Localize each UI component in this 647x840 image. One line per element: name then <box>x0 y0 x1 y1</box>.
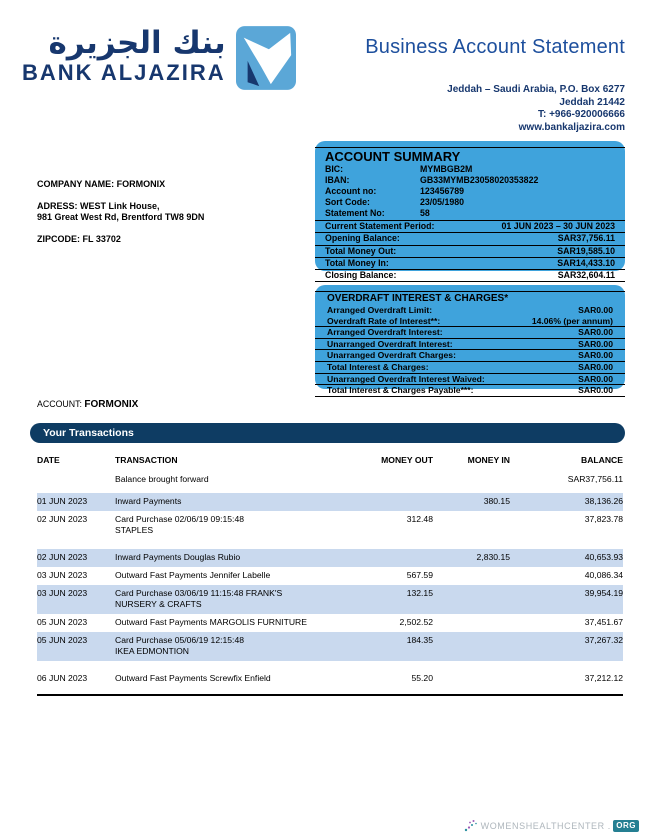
transaction-row <box>37 511 623 540</box>
transaction-balance: 37,212.12 <box>584 673 623 683</box>
summary-field-label: IBAN: <box>325 175 350 185</box>
transaction-money-out: 2,502.52 <box>399 617 433 627</box>
overdraft-row-value: 14.06% (per annum) <box>531 315 613 326</box>
summary-field <box>315 175 625 186</box>
overdraft-row-label: Arranged Overdraft Interest: <box>327 327 443 338</box>
opening-balance-row <box>37 472 623 493</box>
overdraft-row <box>315 339 625 351</box>
transaction-description-line1: Card Purchase 05/06/19 12:15:48 <box>115 635 244 645</box>
overdraft-title: OVERDRAFT INTEREST & CHARGES* <box>327 293 509 304</box>
bank-address-line: T: +966-920006666 <box>537 109 625 120</box>
document-title: Business Account Statement <box>365 36 625 58</box>
transaction-money-out: 184.35 <box>406 635 433 645</box>
summary-total-row <box>315 233 625 245</box>
transaction-description <box>115 496 327 507</box>
transaction-balance: 37,823.78 <box>584 514 623 524</box>
watermark-badge: ORG <box>613 820 639 832</box>
bank-logo <box>22 26 296 90</box>
column-header-transaction: TRANSACTION <box>115 455 178 465</box>
transactions-table <box>37 453 623 696</box>
transaction-date: 05 JUN 2023 <box>37 617 88 627</box>
transaction-balance: 40,086.34 <box>584 570 623 580</box>
bank-logo-mark-icon <box>236 26 296 90</box>
summary-field-value: MYMBGB2M <box>420 164 473 174</box>
transaction-money-in <box>433 673 510 684</box>
transaction-date: 02 JUN 2023 <box>37 552 88 562</box>
watermark <box>464 819 639 832</box>
watermark-separator: . <box>607 820 611 831</box>
watermark-text: WOMENSHEALTHCENTER <box>480 820 605 831</box>
summary-total-label: Current Statement Period: <box>325 221 435 231</box>
summary-total-label: Closing Balance: <box>325 270 397 281</box>
overdraft-row-label: Arranged Overdraft Limit: <box>327 305 433 315</box>
bank-address <box>365 84 625 134</box>
transaction-money-in <box>433 588 510 610</box>
summary-field-value: 58 <box>420 208 430 218</box>
overdraft-row <box>315 327 625 339</box>
transaction-description <box>115 552 327 563</box>
transaction-description-line1: Inward Payments <box>115 496 182 506</box>
opening-balance-label: Balance brought forward <box>115 474 209 484</box>
summary-field <box>315 164 625 175</box>
bank-name-latin: BANK ALJAZIRA <box>22 60 226 85</box>
statement-header <box>365 36 625 134</box>
transaction-money-in: 2,830.15 <box>476 552 510 562</box>
transactions-header-row <box>37 453 623 472</box>
transaction-description-line1: Outward Fast Payments Jennifer Labelle <box>115 570 271 580</box>
transaction-balance: 37,267.32 <box>584 635 623 645</box>
summary-total-label: Total Money Out: <box>325 245 397 256</box>
summary-total-row <box>315 246 625 258</box>
transaction-row <box>37 567 623 585</box>
summary-total-value: SAR37,756.11 <box>557 233 615 244</box>
transaction-money-out <box>327 552 433 563</box>
overdraft-row <box>315 385 625 397</box>
transaction-balance: 37,451.67 <box>584 617 623 627</box>
account-name-line <box>37 399 138 410</box>
transaction-balance: 39,954.19 <box>584 588 623 598</box>
transaction-row <box>37 632 623 661</box>
summary-field <box>315 208 625 219</box>
overdraft-row-label: Overdraft Rate of Interest**: <box>327 315 441 326</box>
summary-total-row <box>315 221 625 233</box>
transaction-money-out: 312.48 <box>406 514 433 524</box>
transaction-description <box>115 617 327 628</box>
column-header-money-in: MONEY IN <box>467 455 510 465</box>
transaction-description-line1: Outward Fast Payments MARGOLIS FURNITURE <box>115 617 307 627</box>
summary-total-value: SAR32,604.11 <box>557 270 615 281</box>
overdraft-row <box>315 374 625 386</box>
summary-total-label: Total Money In: <box>325 257 389 268</box>
transaction-description-line2: IKEA EDMONTION <box>115 646 190 656</box>
transaction-date: 03 JUN 2023 <box>37 570 88 580</box>
overdraft-row-label: Total Interest & Charges: <box>327 361 429 372</box>
transaction-money-in <box>433 514 510 536</box>
transaction-date: 02 JUN 2023 <box>37 514 88 524</box>
transaction-date: 05 JUN 2023 <box>37 635 88 645</box>
transaction-money-in <box>433 617 510 628</box>
summary-total-value: SAR19,585.10 <box>557 245 615 256</box>
overdraft-row-value: SAR0.00 <box>578 327 613 338</box>
transaction-money-out: 132.15 <box>406 588 433 598</box>
overdraft-row <box>315 305 625 316</box>
transaction-balance: 38,136.26 <box>584 496 623 506</box>
overdraft-row-value: SAR0.00 <box>578 338 613 349</box>
bank-address-line: Jeddah 21442 <box>559 96 625 108</box>
column-header-money-out: MONEY OUT <box>381 455 433 465</box>
transaction-description <box>115 635 327 657</box>
company-address-line1: ADRESS: WEST Link House, <box>37 201 160 211</box>
transactions-section <box>30 423 625 696</box>
overdraft-row-label: Unarranged Overdraft Interest: <box>327 338 453 349</box>
company-name: COMPANY NAME: FORMONIX <box>37 179 166 189</box>
overdraft-row-label: Unarranged Overdraft Interest Waived: <box>327 373 485 384</box>
summary-field <box>315 186 625 197</box>
bank-address-line: Jeddah – Saudi Arabia, P.O. Box 6277 <box>447 84 625 95</box>
summary-total-row <box>315 270 625 282</box>
account-summary-box <box>315 141 625 281</box>
transaction-description-line1: Outward Fast Payments Screwfix Enfield <box>115 673 271 683</box>
transaction-row <box>37 493 623 511</box>
summary-total-label: Opening Balance: <box>325 233 400 244</box>
transaction-money-out: 567.59 <box>406 570 433 580</box>
company-info <box>37 179 302 245</box>
transaction-row <box>37 585 623 614</box>
transaction-description-line1: Card Purchase 02/06/19 09:15:48 <box>115 514 244 524</box>
transaction-description-line1: Card Purchase 03/06/19 11:15:48 FRANK'S <box>115 588 283 598</box>
overdraft-row <box>315 362 625 374</box>
overdraft-row-label: Unarranged Overdraft Charges: <box>327 350 456 361</box>
summary-totals <box>315 220 625 282</box>
transaction-money-in <box>433 570 510 581</box>
summary-field-label: BIC: <box>325 164 344 174</box>
bank-logo-text <box>22 26 226 86</box>
overdraft-row-value: SAR0.00 <box>578 350 613 361</box>
transaction-date: 03 JUN 2023 <box>37 588 88 598</box>
account-label: ACCOUNT: <box>37 399 85 409</box>
transaction-money-out <box>327 496 433 507</box>
transaction-description <box>115 514 327 536</box>
overdraft-row <box>315 316 625 328</box>
column-header-balance: BALANCE <box>580 455 623 465</box>
overdraft-row-value: SAR0.00 <box>578 305 613 315</box>
bank-name-arabic: بنك الجزيرة <box>48 25 226 61</box>
summary-total-value: 01 JUN 2023 – 30 JUN 2023 <box>501 221 615 231</box>
summary-field-label: Statement No: <box>325 208 385 218</box>
transaction-row <box>37 670 623 688</box>
transaction-balance: 40,653.93 <box>584 552 623 562</box>
company-zipcode: ZIPCODE: FL 33702 <box>37 234 121 244</box>
transaction-description-line1: Inward Payments Douglas Rubio <box>115 552 241 562</box>
account-value: FORMONIX <box>84 399 139 410</box>
transaction-date: 06 JUN 2023 <box>37 673 88 683</box>
bank-address-line: www.bankaljazira.com <box>518 121 625 133</box>
overdraft-charges-box <box>315 285 625 396</box>
opening-balance-value: SAR37,756.11 <box>567 474 623 484</box>
transaction-row <box>37 549 623 567</box>
transaction-description <box>115 588 327 610</box>
transaction-description <box>115 673 327 684</box>
overdraft-row-value: SAR0.00 <box>578 385 613 396</box>
overdraft-row-value: SAR0.00 <box>578 361 613 372</box>
transaction-description-line2: NURSERY & CRAFTS <box>115 599 202 609</box>
transaction-description-line2: STAPLES <box>115 525 154 535</box>
summary-field <box>315 197 625 208</box>
watermark-dots-icon <box>464 819 478 832</box>
transaction-money-out: 55.20 <box>411 673 433 683</box>
overdraft-row-label: Total Interest & Charges Payable***: <box>327 385 474 396</box>
summary-field-label: Sort Code: <box>325 197 370 207</box>
summary-field-value: 23/05/1980 <box>420 197 465 207</box>
summary-field-label: Account no: <box>325 186 377 196</box>
transaction-row <box>37 614 623 632</box>
transaction-money-in: 380.15 <box>483 496 510 506</box>
column-header-date: DATE <box>37 455 60 465</box>
account-summary-title: ACCOUNT SUMMARY <box>325 149 461 164</box>
transactions-section-title: Your Transactions <box>30 423 625 443</box>
summary-field-value: 123456789 <box>420 186 465 196</box>
transaction-date: 01 JUN 2023 <box>37 496 88 506</box>
transaction-description <box>115 570 327 581</box>
summary-field-value: GB33MYMB23058020353822 <box>420 175 539 185</box>
summary-total-value: SAR14,433.10 <box>557 257 615 268</box>
overdraft-row <box>315 350 625 362</box>
company-address-line2: 981 Great West Rd, Brentford TW8 9DN <box>37 212 205 222</box>
transaction-money-in <box>433 635 510 657</box>
summary-total-row <box>315 258 625 270</box>
overdraft-row-value: SAR0.00 <box>578 373 613 384</box>
